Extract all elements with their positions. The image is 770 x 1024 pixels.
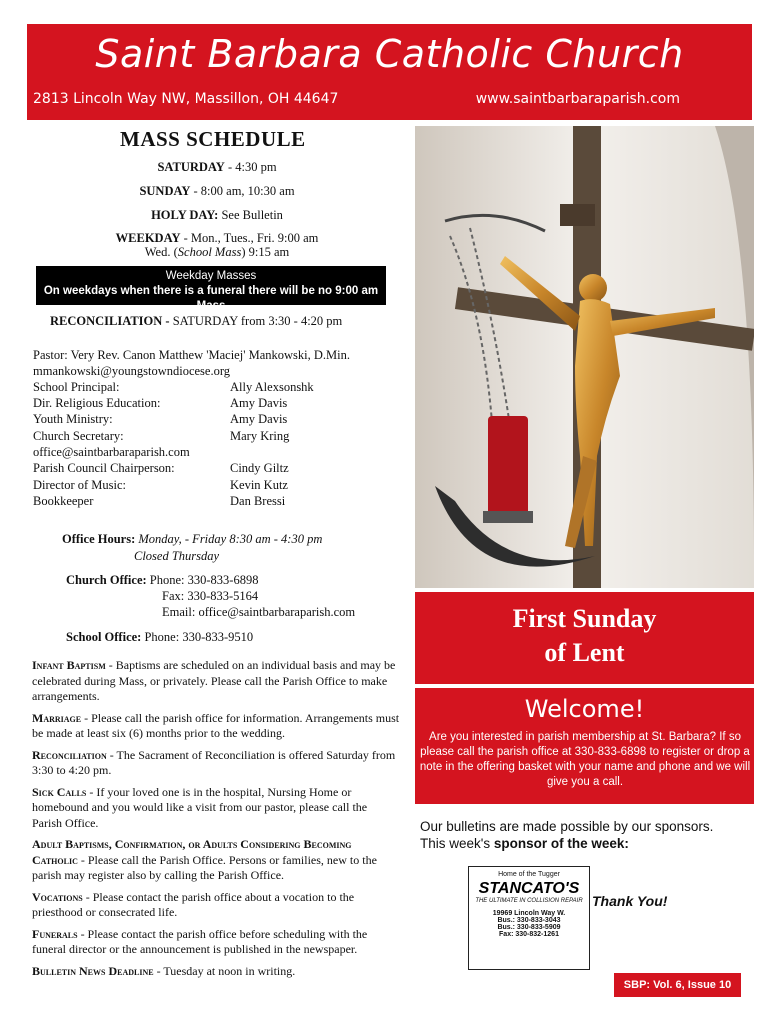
issue-badge: SBP: Vol. 6, Issue 10: [614, 973, 741, 997]
welcome-box: [415, 688, 754, 804]
staff-role: Dir. Religious Education:: [33, 396, 161, 410]
staff-name: Kevin Kutz: [230, 478, 288, 492]
staff-name: Amy Davis: [230, 412, 288, 426]
sponsor-intro: [420, 818, 713, 852]
thank-you-text: Thank You!: [592, 893, 668, 909]
welcome-title: Welcome!: [524, 695, 645, 723]
sacraments-info: [32, 658, 400, 985]
sacrament-item: Sick Calls - If your loved one is in the hospital, Nursing Home or homebound and you would like a visit from our pastor, please call the Parish Office.: [32, 784, 368, 830]
ad-business-name: STANCATO'S: [478, 880, 580, 897]
sacrament-item: Funerals - Please contact the parish office before scheduling with the funeral director or the announcement is published in the newspaper.: [32, 926, 368, 956]
saturday-mass: SATURDAY - 4:30 pm: [157, 160, 277, 174]
crucifix-icon: [415, 126, 754, 588]
sacrament-item: Marriage - Please call the parish office for information. Arrangements must be made at least six (6) months prior to the wedding.: [32, 710, 400, 740]
ad-fax: Fax: 330-832-1261: [499, 931, 559, 938]
ad-tagline: THE ULTIMATE IN COLLISION REPAIR: [475, 898, 583, 904]
pastor-line: Pastor: Very Rev. Canon Matthew 'Maciej' Mankowski, D.Min.: [33, 348, 350, 362]
staff-role: Youth Ministry:: [33, 412, 113, 426]
school-office-phone: School Office: Phone: 330-833-9510: [66, 630, 254, 644]
weekday-mass: WEEKDAY - Mon., Tues., Fri. 9:00 am: [115, 231, 319, 245]
church-website[interactable]: www.saintbarbaraparish.com: [475, 91, 680, 107]
staff-name: Cindy Giltz: [230, 461, 289, 475]
lent-banner: [415, 592, 754, 684]
staff-role: Bookkeeper: [33, 494, 94, 508]
wednesday-mass: Wed. (School Mass) 9:15 am: [144, 245, 290, 259]
office-email[interactable]: office@saintbarbaraparish.com: [33, 445, 190, 459]
sacrament-item: Vocations - Please contact the parish office about a vocation to the priesthood or consecrated life.: [32, 889, 355, 919]
sponsor-ad: [468, 866, 590, 970]
staff-name: Amy Davis: [230, 396, 288, 410]
church-address: 2813 Lincoln Way NW, Massillon, OH 44647: [33, 91, 339, 107]
lent-line-1: First Sunday: [512, 604, 657, 633]
staff-role: School Principal:: [33, 380, 120, 394]
crucifix-image: [415, 126, 754, 588]
weekday-notice-text: On weekdays when there is a funeral there will be no 9:00 am Mass: [43, 285, 379, 312]
sacrament-item: Reconciliation - The Sacrament of Reconciliation is offered Saturday from 3:30 to 4:20 pm.: [32, 747, 396, 777]
sponsor-line-1: Our bulletins are made possible by our sponsors.: [420, 819, 714, 834]
staff-role: Director of Music:: [33, 478, 127, 492]
staff-name: Dan Bressi: [230, 494, 286, 508]
reconciliation-schedule: RECONCILIATION - SATURDAY from 3:30 - 4:20 pm: [50, 314, 343, 328]
church-office-fax: Fax: 330-833-5164: [162, 589, 259, 603]
weekday-notice: [36, 266, 386, 312]
ad-phone-2: Bus.: 330-833-5909: [497, 924, 561, 931]
ad-tagline-top: Home of the Tugger: [498, 871, 560, 878]
pastor-email[interactable]: mmankowski@youngstowndiocese.org: [33, 364, 231, 378]
weekday-notice-title: Weekday Masses: [165, 270, 257, 282]
staff-role: Church Secretary:: [33, 429, 124, 443]
church-title: Saint Barbara Catholic Church: [95, 32, 684, 76]
church-office-email[interactable]: Email: office@saintbarbaraparish.com: [162, 605, 356, 619]
staff-name: Ally Alexsonshk: [230, 380, 314, 394]
sacrament-item: Bulletin News Deadline - Tuesday at noon in writing.: [32, 963, 296, 978]
church-office-phone: Church Office: Phone: 330-833-6898: [66, 573, 259, 587]
ad-address: 19969 Lincoln Way W.: [492, 910, 566, 917]
staff-name: Mary Kring: [230, 429, 290, 443]
sacrament-item: Infant Baptism - Baptisms are scheduled on an individual basis and may be celebrated during Mass, or privately. Please call the Parish Office to make arrangements.: [32, 658, 396, 703]
masthead: [27, 24, 752, 120]
sunday-mass: SUNDAY - 8:00 am, 10:30 am: [139, 184, 295, 198]
office-closed-day: Closed Thursday: [134, 549, 220, 563]
mass-schedule-title: MASS SCHEDULE: [120, 127, 306, 151]
staff-role: Parish Council Chairperson:: [33, 461, 175, 475]
welcome-text: Are you interested in parish membership at St. Barbara? If so please call the parish office at 330-833-6898 to register or drop a note in the offering basket with your name and phone and we will give you a call.: [419, 731, 751, 788]
office-hours: Office Hours: Monday, - Friday 8:30 am - 4:30 pm: [62, 532, 323, 546]
lent-line-2: of Lent: [544, 638, 625, 667]
ad-phone-1: Bus.: 330-833-3043: [497, 917, 561, 924]
holyday-mass: HOLY DAY: See Bulletin: [151, 208, 283, 222]
sponsor-line-2: This week's sponsor of the week:: [420, 836, 629, 851]
sacrament-item: Adult Baptisms, Confirmation, or Adults Considering Becoming Catholic - Please call the Parish Office. Persons or families, new to the parish may register also by calling the Parish Office.: [32, 837, 377, 882]
